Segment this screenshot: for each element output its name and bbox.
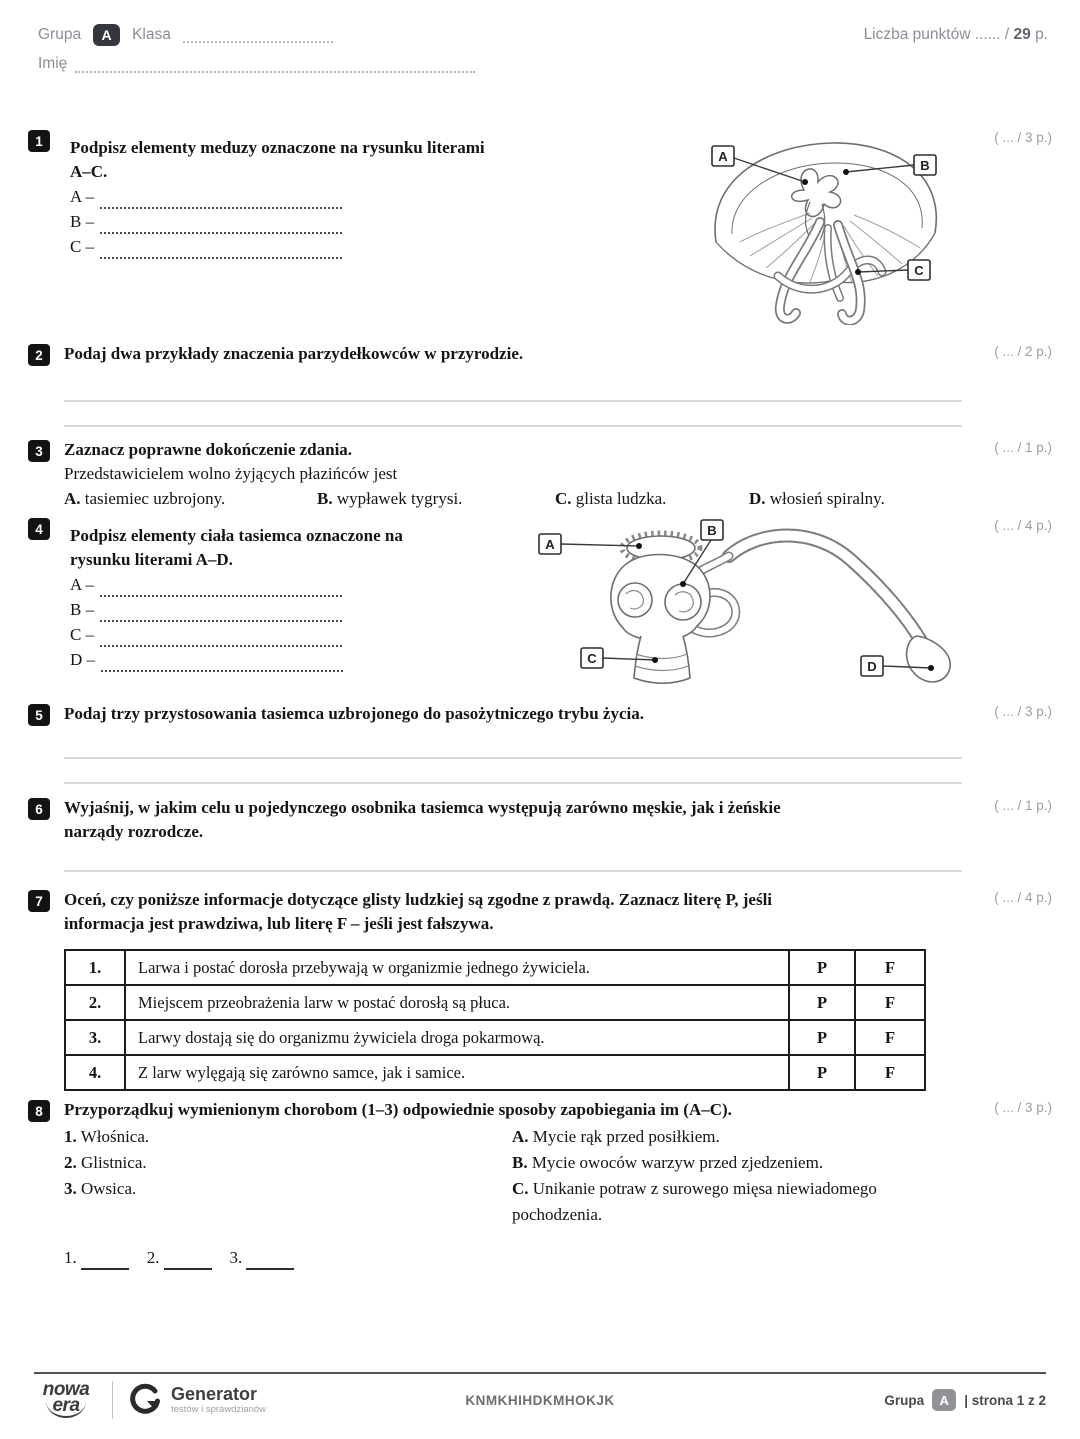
q5-answer-line-2[interactable] bbox=[64, 782, 962, 784]
footer-group-badge: A bbox=[932, 1389, 956, 1411]
end-proglottid bbox=[907, 636, 951, 682]
slot-2-field[interactable] bbox=[164, 1254, 212, 1270]
option-c-letter: C. bbox=[555, 489, 572, 508]
question-7-title: Oceń, czy poniższe informacje dotyczące glisty ludzkiej są zgodne z prawdą. Zaznacz literę P, jeśli bbox=[64, 890, 773, 909]
row-statement: Larwy dostają się do organizmu żywiciela droga pokarmową. bbox=[125, 1020, 789, 1055]
question-1-title-line2: A–C. bbox=[70, 162, 108, 181]
row-statement: Miejscem przeobrażenia larw w postać dorosłą są płuca. bbox=[125, 985, 789, 1020]
generator-subtitle: testów i sprawdzianów bbox=[171, 1403, 267, 1415]
question-3-title: Zaznacz poprawne dokończenie zdania. bbox=[64, 440, 353, 459]
question-8 bbox=[28, 1098, 1052, 1270]
question-7-badge: 7 bbox=[28, 890, 50, 912]
class-blank-field[interactable] bbox=[183, 28, 333, 43]
brand-line1: nowa bbox=[42, 1379, 90, 1401]
question-4-points: ( ... / 4 p.) bbox=[994, 518, 1052, 533]
q2-answer-line-1[interactable] bbox=[64, 400, 962, 402]
q4-blank-a-field[interactable] bbox=[100, 581, 342, 597]
q1-blank-c-label: C – bbox=[70, 237, 95, 256]
f-cell[interactable]: F bbox=[855, 985, 925, 1020]
q4-blank-b-field[interactable] bbox=[100, 606, 342, 622]
disease-number: 3. bbox=[64, 1179, 77, 1198]
document-code: KNMKHIHDKMHOKJK bbox=[465, 1392, 615, 1408]
prevention-text: Mycie owoców warzyw przed zjedzeniem. bbox=[531, 1153, 824, 1172]
option-b[interactable] bbox=[317, 487, 555, 511]
tapeworm-figure bbox=[533, 518, 963, 695]
figure-label-c: C bbox=[587, 651, 597, 666]
p-cell[interactable]: P bbox=[789, 950, 855, 985]
row-statement: Z larw wylęgają się zarówno samce, jak i samice. bbox=[125, 1055, 789, 1090]
disease-text: Glistnica. bbox=[81, 1153, 147, 1172]
q4-blank-c-label: C – bbox=[70, 625, 95, 644]
q4-blank-c-field[interactable] bbox=[100, 631, 342, 647]
generator-title: Generator bbox=[171, 1384, 258, 1405]
question-2-badge: 2 bbox=[28, 344, 50, 366]
prevention-list bbox=[512, 1124, 952, 1228]
figure-label-d: D bbox=[867, 659, 877, 674]
question-3-subtitle: Przedstawicielem wolno żyjących płazińców jest bbox=[64, 464, 398, 483]
question-8-title: Przyporządkuj wymienionym chorobom (1–3) odpowiednie sposoby zapobiegania im (A–C). bbox=[64, 1100, 732, 1119]
q1-blank-b-field[interactable] bbox=[100, 218, 342, 234]
question-7-points: ( ... / 4 p.) bbox=[994, 890, 1052, 905]
option-a-text: tasiemiec uzbrojony. bbox=[84, 489, 226, 508]
option-a[interactable] bbox=[64, 487, 317, 511]
tapeworm-diagram bbox=[533, 518, 963, 690]
truth-table bbox=[64, 949, 926, 1091]
question-2 bbox=[28, 342, 1052, 438]
figure-label-a: A bbox=[545, 537, 555, 552]
question-8-points: ( ... / 3 p.) bbox=[994, 1100, 1052, 1115]
points-summary bbox=[864, 26, 1048, 44]
slot-3-field[interactable] bbox=[246, 1254, 294, 1270]
question-1-points: ( ... / 3 p.) bbox=[994, 130, 1052, 145]
question-1-title: Podpisz elementy meduzy oznaczone na rysunku literami bbox=[70, 138, 485, 157]
row-number: 4. bbox=[65, 1055, 125, 1090]
question-4-title: Podpisz elementy ciała tasiemca oznaczone na bbox=[70, 526, 403, 545]
disease-item bbox=[64, 1176, 512, 1202]
question-5-points: ( ... / 3 p.) bbox=[994, 704, 1052, 719]
f-cell[interactable]: F bbox=[855, 1020, 925, 1055]
option-b-letter: B. bbox=[317, 489, 333, 508]
table-row bbox=[65, 985, 925, 1020]
disease-text: Owsica. bbox=[81, 1179, 137, 1198]
question-6-points: ( ... / 1 p.) bbox=[994, 798, 1052, 813]
question-6-title-line2: narządy rozrodcze. bbox=[64, 822, 204, 841]
question-2-title: Podaj dwa przykłady znaczenia parzydełkowców w przyrodzie. bbox=[64, 344, 524, 363]
points-separator: / bbox=[1004, 26, 1010, 43]
question-2-points: ( ... / 2 p.) bbox=[994, 344, 1052, 359]
option-c[interactable] bbox=[555, 487, 749, 511]
prevention-item bbox=[512, 1176, 952, 1228]
prevention-letter: C. bbox=[512, 1179, 529, 1198]
question-5-badge: 5 bbox=[28, 704, 50, 726]
q2-answer-line-2[interactable] bbox=[64, 425, 962, 427]
question-4 bbox=[28, 516, 1052, 702]
option-d-text: włosień spiralny. bbox=[769, 489, 885, 508]
class-label: Klasa bbox=[132, 26, 171, 43]
question-6-badge: 6 bbox=[28, 798, 50, 820]
header bbox=[38, 24, 1048, 73]
figure-label-b: B bbox=[707, 523, 717, 538]
option-a-letter: A. bbox=[64, 489, 81, 508]
disease-number: 1. bbox=[64, 1127, 77, 1146]
q1-blank-a-label: A – bbox=[70, 187, 95, 206]
question-3-badge: 3 bbox=[28, 440, 50, 462]
f-cell[interactable]: F bbox=[855, 1055, 925, 1090]
answer-slots bbox=[64, 1246, 962, 1270]
q1-blank-b-label: B – bbox=[70, 212, 95, 231]
question-1 bbox=[28, 128, 1052, 336]
group-label: Grupa bbox=[38, 26, 82, 43]
option-b-text: wypławek tygrysi. bbox=[336, 489, 463, 508]
q6-answer-line-1[interactable] bbox=[64, 870, 962, 872]
name-blank-field[interactable] bbox=[75, 58, 475, 73]
slot-1-label: 1. bbox=[64, 1248, 77, 1267]
question-8-badge: 8 bbox=[28, 1100, 50, 1122]
row-statement: Larwa i postać dorosła przebywają w organizmie jednego żywiciela. bbox=[125, 950, 789, 985]
points-label: Liczba punktów ...... bbox=[863, 26, 1001, 43]
prevention-item bbox=[512, 1124, 952, 1150]
disease-list bbox=[64, 1124, 512, 1228]
nowa-era-logo bbox=[34, 1379, 98, 1417]
disease-number: 2. bbox=[64, 1153, 77, 1172]
table-row bbox=[65, 1020, 925, 1055]
jellyfish-figure bbox=[692, 130, 1002, 330]
prevention-text: Mycie rąk przed posiłkiem. bbox=[532, 1127, 720, 1146]
prevention-letter: A. bbox=[512, 1127, 529, 1146]
scolex bbox=[611, 533, 710, 683]
name-label: Imię bbox=[38, 55, 68, 72]
question-7-title-line2: informacja jest prawdziwa, lub literę F – jeśli jest fałszywa. bbox=[64, 914, 494, 933]
slot-1-field[interactable] bbox=[81, 1254, 129, 1270]
prevention-letter: B. bbox=[512, 1153, 528, 1172]
option-d[interactable] bbox=[749, 487, 885, 511]
footer-divider bbox=[112, 1381, 113, 1419]
row-number: 2. bbox=[65, 985, 125, 1020]
table-row bbox=[65, 950, 925, 985]
option-c-text: glista ludzka. bbox=[575, 489, 667, 508]
question-4-title-line2: rysunku literami A–D. bbox=[70, 550, 233, 569]
question-6-title: Wyjaśnij, w jakim celu u pojedynczego osobnika tasiemca występują zarówno męskie, jak i żeńskie bbox=[64, 798, 781, 817]
footer bbox=[34, 1372, 1046, 1419]
question-5 bbox=[28, 702, 1052, 796]
points-total: 29 bbox=[1013, 26, 1031, 43]
footer-group-label: Grupa bbox=[884, 1392, 925, 1408]
generator-logo bbox=[127, 1382, 266, 1418]
table-row bbox=[65, 1055, 925, 1090]
row-number: 3. bbox=[65, 1020, 125, 1055]
question-3 bbox=[28, 438, 1052, 516]
disease-item bbox=[64, 1124, 512, 1150]
brand-line2: era bbox=[46, 1398, 85, 1418]
figure-label-c: C bbox=[914, 263, 924, 278]
q4-blank-b-label: B – bbox=[70, 600, 95, 619]
p-cell[interactable]: P bbox=[789, 985, 855, 1020]
slot-3-label: 3. bbox=[229, 1248, 243, 1267]
jellyfish-diagram bbox=[692, 130, 1002, 325]
page-info: | strona 1 z 2 bbox=[964, 1392, 1046, 1408]
question-5-title: Podaj trzy przystosowania tasiemca uzbrojonego do pasożytniczego trybu życia. bbox=[64, 704, 644, 723]
prevention-text: Unikanie potraw z surowego mięsa niewiadomego pochodzenia. bbox=[512, 1179, 877, 1224]
option-d-letter: D. bbox=[749, 489, 766, 508]
disease-text: Włośnica. bbox=[80, 1127, 150, 1146]
points-unit: p. bbox=[1035, 26, 1048, 43]
question-1-badge: 1 bbox=[28, 130, 50, 152]
p-cell[interactable]: P bbox=[789, 1055, 855, 1090]
row-number: 1. bbox=[65, 950, 125, 985]
q5-answer-line-1[interactable] bbox=[64, 757, 962, 759]
generator-g-icon bbox=[127, 1382, 163, 1418]
q4-blank-d-field[interactable] bbox=[101, 656, 343, 672]
question-3-points: ( ... / 1 p.) bbox=[994, 440, 1052, 455]
q1-blank-c-field[interactable] bbox=[100, 243, 342, 259]
group-badge: A bbox=[93, 24, 120, 46]
q1-blank-a-field[interactable] bbox=[100, 193, 342, 209]
tapeworm-body bbox=[679, 536, 929, 657]
figure-label-a: A bbox=[718, 149, 728, 164]
q4-blank-d-label: D – bbox=[70, 650, 96, 669]
question-7 bbox=[28, 888, 1052, 1091]
slot-2-label: 2. bbox=[146, 1248, 160, 1267]
f-cell[interactable]: F bbox=[855, 950, 925, 985]
prevention-item bbox=[512, 1150, 952, 1176]
figure-label-b: B bbox=[920, 158, 930, 173]
disease-item bbox=[64, 1150, 512, 1176]
question-6 bbox=[28, 796, 1052, 888]
q4-blank-a-label: A – bbox=[70, 575, 95, 594]
p-cell[interactable]: P bbox=[789, 1020, 855, 1055]
question-4-badge: 4 bbox=[28, 518, 50, 540]
